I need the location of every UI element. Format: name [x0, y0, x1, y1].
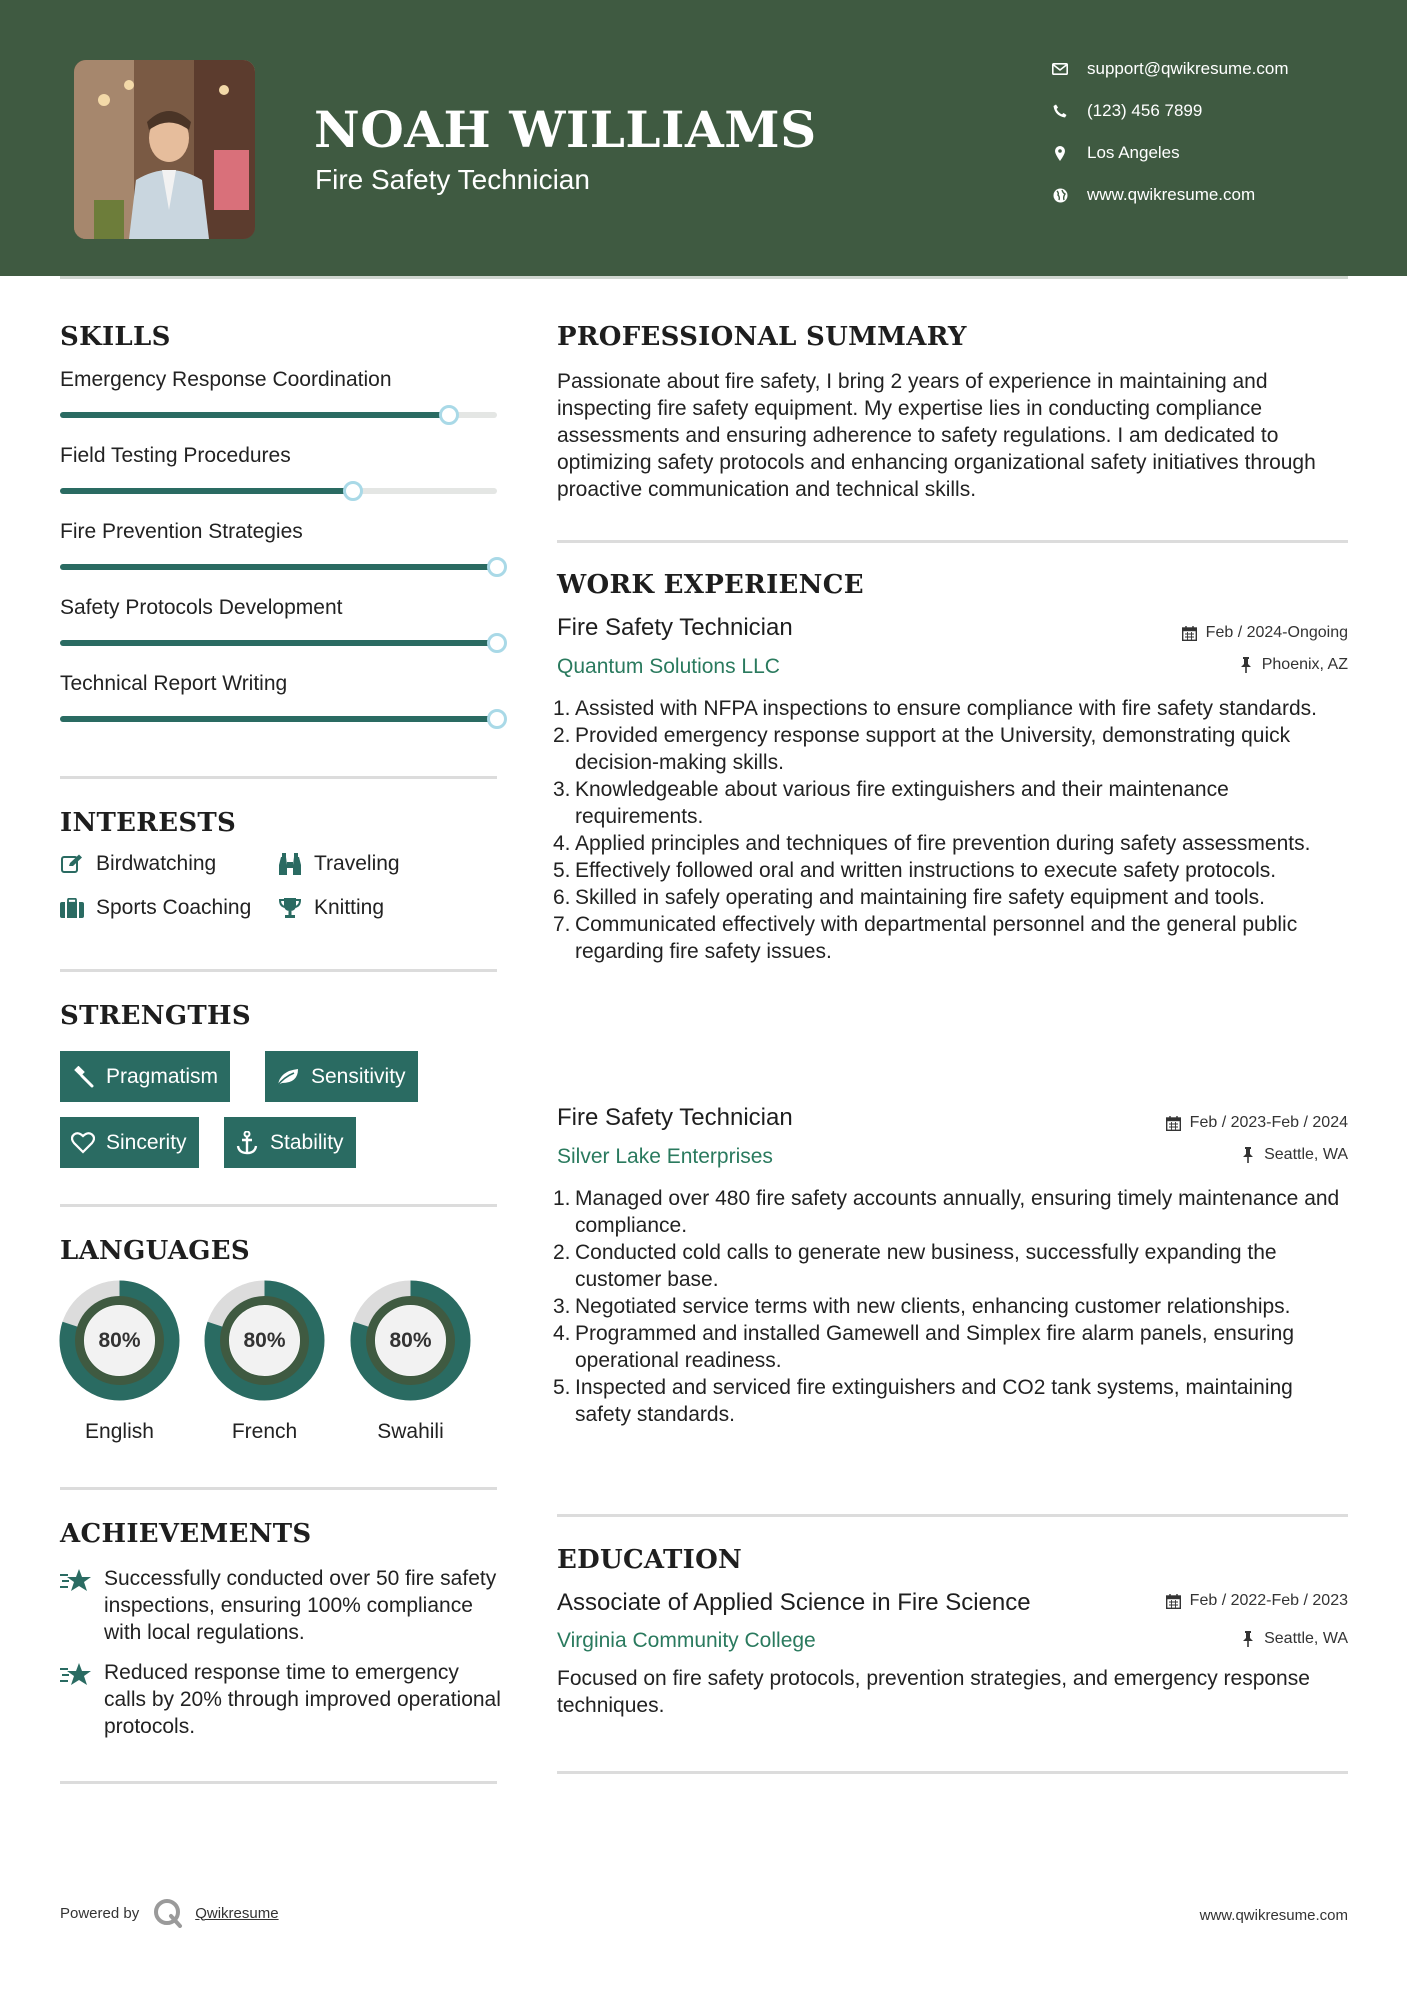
interest-item: Sports Coaching [60, 896, 251, 920]
profile-photo [74, 60, 255, 239]
job-dates: Feb / 2023-Feb / 2024 [1166, 1114, 1348, 1132]
job-bullet [553, 695, 1353, 722]
skill-bar [60, 564, 497, 570]
gavel-icon [70, 1064, 96, 1090]
bullet-text: Programmed and installed Gamewell and Simplex fire alarm panels, ensuring operational readiness. [575, 1322, 1295, 1372]
interest-item: Traveling [278, 852, 400, 876]
skill-bar [60, 412, 497, 418]
bullet-text: Negotiated service terms with new clients, enhancing customer relationships. [575, 1295, 1291, 1318]
contact-email[interactable]: support@qwikresume.com [1050, 57, 1289, 81]
skill-bar-knob [343, 481, 363, 501]
bullet-text: Knowledgeable about various fire extinguishers and their maintenance requirements. [575, 778, 1229, 828]
job-bullet [553, 1320, 1353, 1374]
skill-bar-fill [60, 564, 497, 570]
skills-divider [60, 776, 497, 779]
skills-heading: SKILLS [60, 322, 171, 352]
job-bullet [553, 830, 1353, 857]
anchor-icon [234, 1130, 260, 1156]
bullet-number: 5. [553, 859, 571, 882]
candidate-name: NOAH WILLIAMS [314, 100, 817, 159]
pushpin-icon [1238, 657, 1254, 673]
interest-item: Knitting [278, 896, 384, 920]
languages-heading: LANGUAGES [60, 1236, 250, 1266]
skill-name: Technical Report Writing [60, 672, 288, 695]
summary-text: Passionate about fire safety, I bring 2 years of experience in maintaining and inspecting fire safety equipment. My expertise lies in conducting compliance assessments and ensuring adherence to safety regulations. I am dedicated to optimizing safety protocols and enhancing organizational safety initiatives through proactive communication and technical skills. [557, 370, 1316, 501]
bullet-text: Provided emergency response support at the University, demonstrating quick decision-making skills. [575, 724, 1291, 774]
education-description: Focused on fire safety protocols, prevention strategies, and emergency response techniques. [557, 1667, 1310, 1717]
skill-bar-fill [60, 640, 497, 646]
job-bullet [553, 722, 1353, 776]
interests-heading: INTERESTS [60, 808, 237, 838]
bullet-number: 5. [553, 1376, 571, 1399]
skill-name: Emergency Response Coordination [60, 368, 392, 391]
trophy-icon [278, 896, 302, 920]
calendar-icon [1166, 1593, 1182, 1609]
bullet-number: 4. [553, 832, 571, 855]
qwikresume-logo-icon [153, 1898, 183, 1928]
bullet-number: 3. [553, 1295, 571, 1318]
edit-icon [60, 852, 84, 876]
skill-bar [60, 716, 497, 722]
strengths-divider [60, 1204, 497, 1207]
star-icon [60, 1567, 92, 1595]
strengths-heading: STRENGTHS [60, 1001, 251, 1031]
language-name: Swahili [377, 1420, 444, 1443]
education-dates: Feb / 2022-Feb / 2023 [1166, 1592, 1348, 1610]
skill-bar-fill [60, 412, 449, 418]
job-bullet [553, 884, 1353, 911]
bullet-text: Skilled in safely operating and maintaining fire safety equipment and tools. [575, 886, 1265, 909]
bullet-number: 1. [553, 1187, 571, 1210]
education-divider [557, 1771, 1348, 1774]
qwikresume-link[interactable]: Qwikresume [195, 1904, 279, 1922]
interest-item: Birdwatching [60, 852, 216, 876]
strength-badge: Sincerity [60, 1117, 199, 1168]
heart-icon [70, 1130, 96, 1156]
contact-website[interactable]: www.qwikresume.com [1050, 183, 1255, 207]
language-percent: 80% [98, 1328, 141, 1352]
education-location: Seattle, WA [1240, 1630, 1348, 1648]
language-name: French [231, 1420, 298, 1443]
achievement-item: Reduced response time to emergency calls by 20% through improved operational protocols. [60, 1659, 500, 1743]
footer-brand [60, 1898, 279, 1928]
bullet-number: 3. [553, 778, 571, 801]
skill-bar [60, 640, 497, 646]
job-bullet [553, 857, 1353, 884]
languages-divider [60, 1487, 497, 1490]
bullet-text: Communicated effectively with departmental personnel and the general public regarding fire safety issues. [575, 913, 1298, 963]
bullet-text: Managed over 480 fire safety accounts annually, ensuring timely maintenance and compliance. [575, 1187, 1340, 1237]
bullet-number: 4. [553, 1322, 571, 1345]
job-dates: Feb / 2024-Ongoing [1182, 624, 1348, 642]
bullet-text: Inspected and serviced fire extinguishers and CO2 tank systems, maintaining safety standards. [575, 1376, 1293, 1426]
achievements-heading: ACHIEVEMENTS [60, 1519, 312, 1549]
bullet-text: Conducted cold calls to generate new business, successfully expanding the customer base. [575, 1241, 1277, 1291]
briefcase-icon [60, 896, 84, 920]
job-bullet [553, 1239, 1353, 1293]
school-name: Virginia Community College [557, 1629, 816, 1652]
job-bullet [553, 1374, 1353, 1428]
job-location: Phoenix, AZ [1238, 656, 1348, 674]
skill-name: Field Testing Procedures [60, 444, 291, 467]
job-bullets [553, 1185, 1353, 1428]
skill-bar-knob [487, 709, 507, 729]
experience-divider [557, 1514, 1348, 1517]
globe-icon [1050, 185, 1070, 205]
job-title: Fire Safety Technician [557, 614, 793, 641]
contact-phone[interactable]: (123) 456 7899 [1050, 99, 1202, 123]
strength-badge: Stability [224, 1117, 356, 1168]
bullet-text: Effectively followed oral and written instructions to execute safety protocols. [575, 859, 1277, 882]
company-name: Silver Lake Enterprises [557, 1145, 773, 1168]
job-bullets [553, 695, 1353, 965]
star-icon [60, 1661, 92, 1689]
calendar-icon [1182, 625, 1198, 641]
job-bullet [553, 911, 1353, 965]
candidate-role: Fire Safety Technician [315, 164, 590, 195]
language-name: English [85, 1420, 154, 1443]
company-name: Quantum Solutions LLC [557, 655, 780, 678]
phone-icon [1050, 101, 1070, 121]
strength-badge: Pragmatism [60, 1051, 230, 1102]
achievement-item: Successfully conducted over 50 fire safety inspections, ensuring 100% compliance with local regulations. [60, 1565, 500, 1649]
binoculars-icon [278, 852, 302, 876]
bullet-number: 1. [553, 697, 571, 720]
job-bullet [553, 776, 1353, 830]
bullet-text: Assisted with NFPA inspections to ensure compliance with fire safety standards. [575, 697, 1317, 720]
envelope-icon [1050, 59, 1070, 79]
degree-title: Associate of Applied Science in Fire Science [557, 1589, 1031, 1616]
header-divider [60, 276, 1348, 279]
footer-website[interactable]: www.qwikresume.com [1199, 1907, 1348, 1924]
skill-name: Safety Protocols Development [60, 596, 343, 619]
job-bullet [553, 1293, 1353, 1320]
language-percent: 80% [389, 1328, 432, 1352]
strength-badge: Sensitivity [265, 1051, 418, 1102]
skill-bar-knob [439, 405, 459, 425]
skill-bar-fill [60, 716, 497, 722]
powered-by-label: Powered by [60, 1904, 140, 1922]
bullet-number: 7. [553, 913, 571, 936]
experience-heading: WORK EXPERIENCE [557, 570, 864, 600]
skill-bar-knob [487, 633, 507, 653]
job-bullet [553, 1185, 1353, 1239]
pushpin-icon [1240, 1147, 1256, 1163]
language-percent: 80% [243, 1328, 286, 1352]
pushpin-icon [1240, 1631, 1256, 1647]
bullet-number: 2. [553, 724, 571, 747]
skill-bar [60, 488, 497, 494]
bullet-number: 2. [553, 1241, 571, 1264]
job-title: Fire Safety Technician [557, 1104, 793, 1131]
education-heading: EDUCATION [557, 1545, 743, 1575]
summary-heading: PROFESSIONAL SUMMARY [557, 322, 967, 352]
bullet-text: Applied principles and techniques of fire prevention during safety assessments. [575, 832, 1311, 855]
job-location: Seattle, WA [1240, 1146, 1348, 1164]
contact-location: Los Angeles [1050, 141, 1180, 165]
skill-bar-knob [487, 557, 507, 577]
map-pin-icon [1050, 143, 1070, 163]
calendar-icon [1166, 1115, 1182, 1131]
skill-name: Fire Prevention Strategies [60, 520, 303, 543]
summary-divider [557, 540, 1348, 543]
interests-divider [60, 969, 497, 972]
achievements-divider [60, 1781, 497, 1784]
skill-bar-fill [60, 488, 353, 494]
leaf-icon [275, 1064, 301, 1090]
resume-header [0, 0, 1407, 276]
bullet-number: 6. [553, 886, 571, 909]
